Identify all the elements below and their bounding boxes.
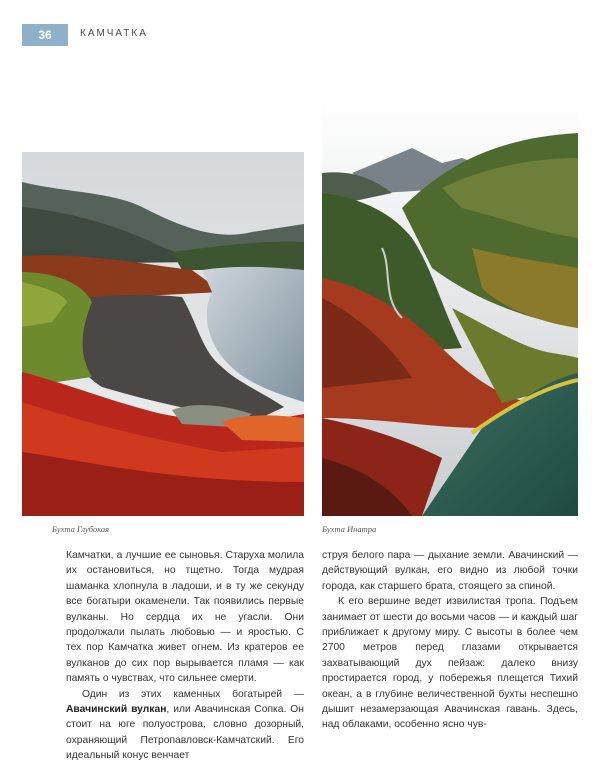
photo-caption-left: Бухта Глубокая bbox=[52, 524, 110, 534]
text-column-right bbox=[322, 548, 578, 733]
landscape-illustration bbox=[322, 98, 578, 516]
paragraph: струя белого пара — дыхание земли. Авачинский — действующий вулкан, его видно из любой точки города, как старшего брата, стоящего за спиной. bbox=[322, 550, 578, 592]
paragraph bbox=[66, 687, 304, 764]
photo-glubokaya-bay bbox=[22, 152, 304, 516]
paragraph: Камчатки, а лучшие ее сыновья. Старуха молила их остановиться, но тщетно. Тогда мудрая шаманка хлопнула в ладоши, и в ту же секунду все богатыри окаменели. Так появились первые вулканы. Но сердца их не угасли. Они продолжали пылать любовью — и яростью. С тех пор Камчатка живет огнем. Из кратеров ее вулканов до сих пор вырывается пламя — как память о чувствах, что сильнее смерти. bbox=[66, 550, 304, 685]
page-header bbox=[0, 0, 600, 60]
landscape-illustration bbox=[22, 152, 304, 516]
running-title: КАМЧАТКА bbox=[80, 28, 148, 39]
text-span: Один из этих каменных богатырей — bbox=[82, 688, 304, 700]
text-column-left bbox=[66, 548, 304, 764]
page-number: 36 bbox=[22, 24, 68, 46]
paragraph: К его вершине ведет извилистая тропа. Подъем занимает от шести до восьми часов — и каждый шаг приближает к другому миру. С высоты в более чем 2700 метров перед глазами открывается захватывающий дух пейзаж: далеко внизу простирается город, у побережья плещется Тихий океан, а в глубине величественной бухты неспешно дышит незамерзающая Авачинская гавань. Здесь, над облаками, особенно ясно чув- bbox=[322, 596, 578, 731]
bold-term: Авачинский вулкан bbox=[66, 704, 167, 716]
photo-inatra-bay bbox=[322, 98, 578, 516]
text-span: , или Авачинская Сопка. Он стоит на юге полуострова, словно дозорный, охраняющий Петропавловск-Камчатский. Его идеальный конус венчает bbox=[66, 704, 304, 762]
photo-caption-right: Бухта Инатра bbox=[322, 524, 377, 534]
